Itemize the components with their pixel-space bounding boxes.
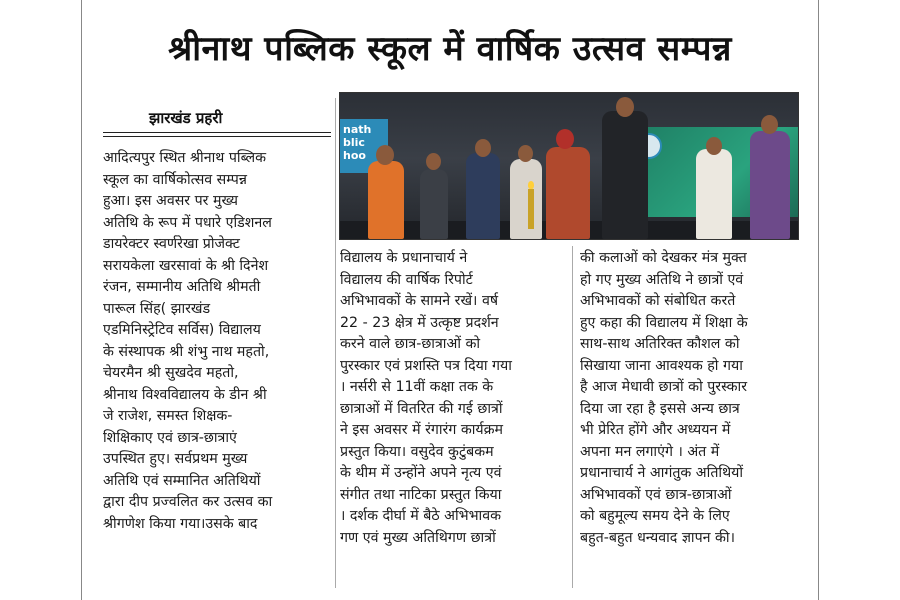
guest-figure xyxy=(546,147,590,239)
article-line: के संस्थापक श्री शंभु नाथ महतो, xyxy=(103,343,270,360)
article-line: पुरस्कार एवं प्रशस्ति पत्र दिया गया xyxy=(340,357,512,374)
article-line: हुए कहा की विद्यालय में शिक्षा के xyxy=(580,314,748,331)
article-line: श्रीगणेश किया गया।उसके बाद xyxy=(103,515,258,532)
article-line: जे राजेश, समस्त शिक्षक- xyxy=(103,408,233,424)
article-line: को बहुमूल्य समय देने के लिए xyxy=(580,508,730,524)
page-right-rule xyxy=(818,0,819,600)
article-column-3 xyxy=(580,248,800,549)
guest-head xyxy=(518,145,533,162)
guest-head xyxy=(761,115,778,134)
guest-figure xyxy=(510,159,542,239)
guest-figure xyxy=(696,149,732,239)
guest-head xyxy=(376,145,394,165)
byline-rule xyxy=(103,136,331,137)
guest-figure xyxy=(602,111,648,239)
article-line: उपस्थित हुए। सर्वप्रथम मुख्य xyxy=(103,451,248,467)
article-line: अभिभावकों को संबोधित करते xyxy=(580,293,736,309)
article-line: । नर्सरी से 11वीं कक्षा तक के xyxy=(340,379,494,395)
guest-head xyxy=(556,129,574,149)
guest-head xyxy=(706,137,722,155)
article-line: रंजन, सम्मानीय अतिथि श्रीमती xyxy=(103,279,261,295)
article-line: स्कूल का वार्षिकोत्सव सम्पन्न xyxy=(103,171,247,188)
guest-head xyxy=(616,97,634,117)
article-line: शिक्षिकाए एवं छात्र-छात्राएं xyxy=(103,429,237,446)
article-line: भी प्रेरित होंगे और अध्ययन में xyxy=(580,422,731,438)
article-line: करने वाले छात्र-छात्राओं को xyxy=(340,336,481,352)
headline: श्रीनाथ पब्लिक स्कूल में वार्षिक उत्सव सम्पन्न xyxy=(168,29,732,69)
column-separator xyxy=(335,98,336,588)
event-photo xyxy=(339,92,799,240)
article-line: 22 - 23 क्षेत्र में उत्कृष्ट प्रदर्शन xyxy=(340,314,499,331)
article-line: पारूल सिंह( झारखंड xyxy=(103,300,211,317)
guest-head xyxy=(475,139,491,157)
article-line: डायरेक्टर स्वर्णरेखा प्रोजेक्ट xyxy=(103,236,240,252)
article-line: छात्राओं में वितरित की गई छात्रों xyxy=(340,400,503,417)
article-line: विद्यालय की वार्षिक रिपोर्ट xyxy=(340,271,473,288)
byline-rule xyxy=(103,132,331,133)
ceremonial-lamp xyxy=(528,189,534,229)
article-line: है आज मेधावी छात्रों को पुरस्कार xyxy=(580,379,748,395)
article-line: चेयरमैन श्री सुखदेव महतो, xyxy=(103,365,239,381)
article-line: एडमिनिस्ट्रेटिव सर्विस) विद्यालय xyxy=(103,322,261,338)
article-line: अभिभावकों एवं छात्र-छात्राओं xyxy=(580,486,732,503)
article-line: दिया जा रहा है इससे अन्य छात्र xyxy=(580,400,740,417)
guest-figure xyxy=(420,169,448,239)
article-line: बहुत-बहुत धन्यवाद ज्ञापन की। xyxy=(580,529,735,546)
article-line: सरायकेला खरसावां के श्री दिनेश xyxy=(103,257,269,274)
lamp-flame-icon xyxy=(528,181,534,189)
guest-figure xyxy=(466,153,500,239)
guest-figure xyxy=(368,161,404,239)
article-line: गण एवं मुख्य अतिथिगण छात्रों xyxy=(340,529,496,546)
article-line: अपना मन लगाएंगे । अंत में xyxy=(580,443,720,460)
article-line: अभिभावकों के सामने रखें। वर्ष xyxy=(340,293,499,309)
article-line: श्रीनाथ विश्वविद्यालय के डीन श्री xyxy=(103,386,267,403)
article-line: । दर्शक दीर्घा में बैठे अभिभावक xyxy=(340,508,502,524)
article-line: साथ-साथ अतिरिक्त कौशल को xyxy=(580,336,740,352)
article-line: विद्यालय के प्रधानाचार्य ने xyxy=(340,250,468,266)
school-banner-text: nath blic hoo xyxy=(343,123,372,162)
newspaper-clipping xyxy=(83,8,817,594)
article-line: की कलाओं को देखकर मंत्र मुक्त xyxy=(580,250,747,266)
byline: झारखंड प्रहरी xyxy=(149,109,223,127)
article-line: प्रधानाचार्य ने आगंतुक अतिथियों xyxy=(580,465,744,481)
article-column-1 xyxy=(103,148,335,535)
article-line: अतिथि एवं सम्मानित अतिथियों xyxy=(103,472,261,489)
page-left-rule xyxy=(81,0,82,600)
article-column-2 xyxy=(340,248,564,549)
guest-head xyxy=(426,153,441,170)
article-line: संगीत तथा नाटिका प्रस्तुत किया xyxy=(340,486,502,503)
column-separator xyxy=(572,246,573,588)
article-line: हो गए मुख्य अतिथि ने छात्रों एवं xyxy=(580,271,744,288)
article-line: सिखाया जाना आवश्यक हो गया xyxy=(580,357,743,374)
article-line: आदित्यपुर स्थित श्रीनाथ पब्लिक xyxy=(103,150,267,166)
article-line: हुआ। इस अवसर पर मुख्य xyxy=(103,193,239,209)
article-line: प्रस्तुत किया। वसुदेव कुटुंबकम xyxy=(340,443,494,460)
guest-figure xyxy=(750,131,790,239)
article-line: अतिथि के रूप में पधारे एडिशनल xyxy=(103,214,272,231)
article-line: के थीम में उन्होंने अपने नृत्य एवं xyxy=(340,465,502,481)
article-line: द्वारा दीप प्रज्वलित कर उत्सव का xyxy=(103,494,273,510)
article-line: ने इस अवसर में रंगारंग कार्यक्रम xyxy=(340,422,504,438)
